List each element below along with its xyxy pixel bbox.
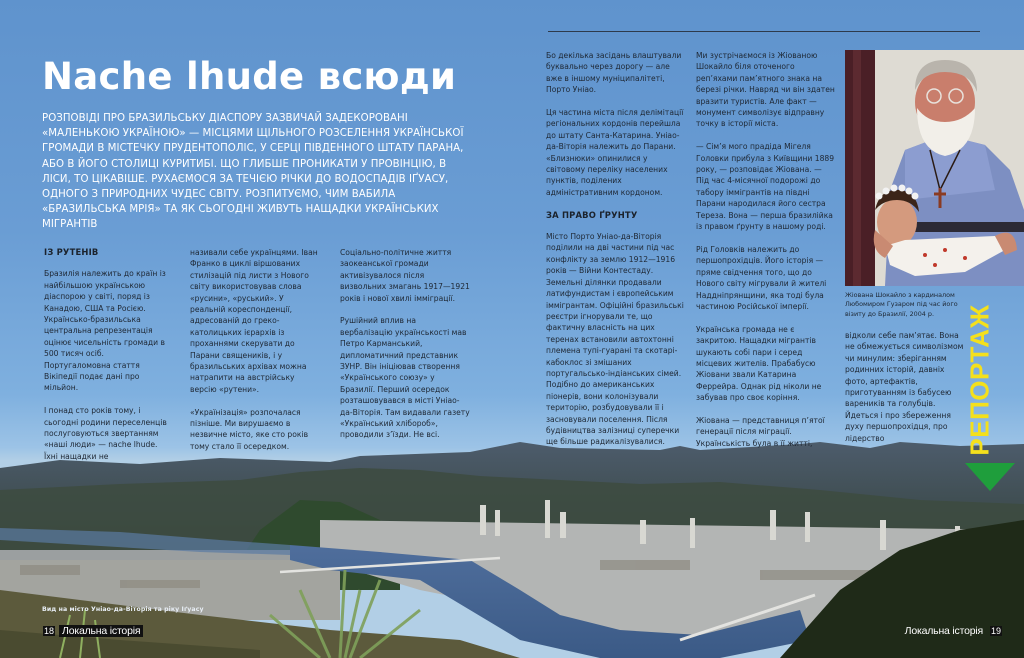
paragraph: називали себе українцями. Іван Франко в циклі віршованих стилізацій під листи з Нового світу використовував слова «русини», «руський». У реальній кореспонденції, адресованій до греко-католицьких ієрархів із проханнями скерувати до Парани священиків, і у бразильських архівах можна натрапити на австрійську версію «рутени». — [190, 248, 318, 394]
text-column-3 — [340, 247, 470, 452]
paragraph: відколи себе пам’ятає. Вона не обмежується символізмом чи минулим: зберіганням родинних історій, давніх фото, артефактів, приготуванням із бабусею вареників та голубців. Йдеться і про збереження духу першопрохідця, про лідерство — [845, 331, 964, 443]
magazine-name-right: Локальна історія — [904, 625, 983, 637]
paragraph: Бразилія належить до країн із найбільшою українською діаспорою у світі, поряд із Канадою, США та Росією. Українсько-бразильська центральна репрезентація оцінює чисельність громади в 500 тисяч осіб. Португаломовна стаття Вікіпедії подає дані про мільйон. — [44, 269, 166, 393]
landscape-caption: Вид на місто Уніао-да-Віторія та ріку Іґуасу — [42, 606, 204, 613]
paragraph: Соціально-політичне життя заокеанської громади активізувалося після визвольних змагань 1917—1921 років і нової хвилі імміграції. — [340, 248, 470, 303]
paragraph: Рушійний вплив на вербалізацію українськості мав Петро Карманський, дипломатичний представник ЗУНР. Він ініціював створення «Українського союзу» у Бразилії. Перший осередок розташовувався в місті Уніао-да-Віторія. Там видавали газету «Український хлібороб», проводили з’їзди. Не всі. — [340, 316, 470, 440]
paragraph: Ця частина міста після делімітації регіональних кордонів перейшла до штату Санта-Катарина. Уніао-да-Віторія належить до Парани. «Близнюки» опинилися у світовому переліку населених пунктів, поділених адміністративним кордоном. — [546, 108, 684, 197]
triangle-down-icon — [965, 463, 1015, 491]
page-number-right: 19 — [990, 626, 1001, 636]
portrait-photo — [845, 50, 1024, 286]
article-title: Nache lhude всюди — [42, 55, 457, 98]
photo-caption: Жіована Шокайло з кардиналом Любомиром Гузаром під час його візиту до Бразилії, 2004 р. — [845, 291, 958, 318]
paragraph: Бо декілька засідань влаштували буквально через дорогу — але вже в іншому муніципалітеті, Порто Уніао. — [546, 51, 682, 95]
folio-right — [902, 625, 1002, 637]
paragraph: Жіована — представниця п’ятої генерації після міграції. Українськість була в її житті, — [696, 415, 825, 448]
paragraph: «Українізація» розпочалася пізніше. Ми вирушаємо в незвичне місто, яке сто років тому стало її осередком. — [190, 407, 309, 451]
paragraph: — Сім’я мого прадіда Мігеля Головки прибула з Київщини 1889 року, — розповідає Жіована. — Під час 4-місячної подорожі до табору іммігрантів на півдні Парани народилася його сестра Тереза. Вона — перша бразилійка із правом ґрунту в нашому роді. — [696, 142, 835, 232]
paragraph: Українська громада не є закритою. Нащадки мігрантів шукають собі пари і серед місцевих жителів. Прабабусю Жіовани звали Катарина Феррейра. Однак рід ніколи не забував про своє коріння. — [696, 324, 822, 403]
paragraph: Місто Порто Уніао-да-Віторія поділили на дві частини під час конфлікту за землю 1912—1916 років — Війни Контестаду. Земельні ділянки продавали латифундистам і європейським іммігрантам. Офіційні бразильські реєстри ігнорували те, що фактичну власність на цих теренах встановили автохтонні племена тупі-гуарані та скотарі-кабоклос зі змішаних португальсько-індіанських сімей. Подібно до американських піонерів, вони колонізували територію, розбудовували її і засновували поселення. Після будівництва залізниці суперечки ще більше радикалізувалися. — [546, 232, 684, 447]
paragraph: І понад сто років тому, і сьогодні родини переселенців послуговуються звертанням «наші люди» — nache lhude. Їхні нащадки не — [44, 406, 167, 461]
folio-left — [43, 625, 143, 637]
text-column-6 — [845, 330, 965, 455]
text-column-2 — [190, 247, 320, 464]
top-rule-divider — [548, 31, 980, 32]
section-rubric — [960, 300, 1000, 460]
page-number-left: 18 — [44, 626, 55, 636]
magazine-name-left: Локальна історія — [59, 625, 143, 637]
article-lead: РОЗПОВІДІ ПРО БРАЗИЛЬСЬКУ ДІАСПОРУ ЗАЗВИЧАЙ ЗАДЕКОРОВАНІ «МАЛЕНЬКОЮ УКРАЇНОЮ» — МІСЦЯМИ ЩІЛЬНОГО РОЗСЕЛЕННЯ УКРАЇНСЬКОЇ ГРОМАДИ В МІСТЕЧКУ ПРУДЕНТОПОЛІС, У СЕРЦІ ПІВДЕННОГО ШТАТУ ПАРАНА, АБО В ЙОГО СТОЛИЦІ КУРИТИБІ. ЩО ГЛИБШЕ ПРОНИКАТИ У ПРОВІНЦІЮ, В ЛІСИ, ТО ЦІКАВІШЕ. РУХАЄМОСЯ ЗА ТЕЧІЄЮ РІЧКИ ДО ВОДОСПАДІВ ІҐУАСУ, ОДНОГО З ПРИРОДНИХ ЧУДЕС СВІТУ. РОЗПИТУЄМО, ЧИМ ВАБИЛА «БРАЗИЛЬСЬКА МРІЯ» ТА ЯК СЬОГОДНІ ЖИВУТЬ НАЩАДКИ УКРАЇНСЬКИХ МІГРАНТІВ — [42, 113, 464, 231]
section-heading-rutenians: ІЗ РУТЕНІВ — [44, 247, 99, 257]
section-heading-soil-right: ЗА ПРАВО ҐРУНТУ — [546, 209, 638, 220]
paragraph: Рід Головків належить до першопрохідців. Його історія — пряме свідчення того, що до Нового світу мігрували й жителі Наддніпрянщини, яка тоді була частиною Російської імперії. — [696, 244, 827, 311]
text-column-5 — [696, 50, 836, 461]
text-column-1 — [44, 247, 172, 474]
paragraph: Ми зустрічаємося із Жіованою Шокайло біля оточеного реп’яхами пам’ятного знака на березі річки. Навряд чи він здатен вразити туристів. Але факт — монумент символізує відправну точку в історії міста. — [696, 51, 835, 129]
rubric-label: РЕПОРТАЖ — [964, 304, 995, 456]
text-column-4 — [546, 50, 686, 459]
